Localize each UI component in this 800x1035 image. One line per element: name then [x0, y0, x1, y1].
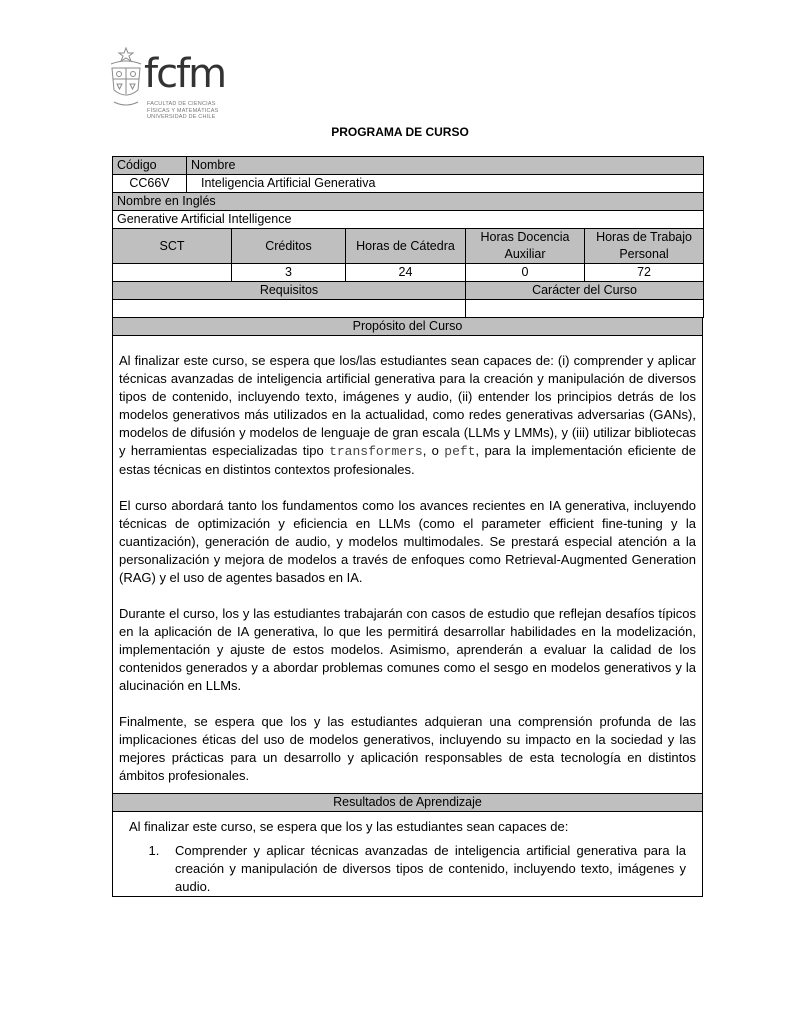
purpose-paragraph-1: Al finalizar este curso, se espera que los/las estudiantes sean capaces de: (i) comprender y aplicar técnicas avanzadas de inteligencia artificial generativa para la creación y manipulación de diversos tipos de contenido, incluyendo texto, imágenes y audio, (ii) entender los principios detrás de los modelos generativos más utilizados en la actualidad, como redes generativas adversarias (GANs), modelos de difusión y modelos de lenguaje de gran escala (LLMs y LMMs), y (iii) utilizar bibliotecas y herramientas especializadas tipo transformers, o peft, para la implementación eficiente de estas técnicas en distintos contextos profesionales. — [119, 353, 696, 477]
course-character-label: Carácter del Curso — [466, 282, 704, 300]
sct-header: SCT — [113, 229, 232, 264]
purpose-label: Propósito del Curso — [112, 318, 703, 336]
english-name: Generative Artificial Intelligence — [113, 211, 704, 229]
english-name-label: Nombre en Inglés — [113, 193, 704, 211]
learning-results-intro: Al finalizar este curso, se espera que los y las estudiantes sean capaces de: — [129, 819, 569, 834]
learning-results-label: Resultados de Aprendizaje — [112, 794, 703, 812]
aux-hours-value: 0 — [466, 264, 585, 282]
logo-subtitle: FACULTAD DE CIENCIAS FÍSICAS Y MATEMÁTICAS UNIVERSIDAD DE CHILE — [147, 101, 219, 120]
credits-header: Créditos — [232, 229, 346, 264]
course-code: CC66V — [113, 175, 187, 193]
purpose-paragraph-2: El curso abordará tanto los fundamentos como los avances recientes en IA generativa, incluyendo técnicas de optimización y eficiencia en LLMs (como el parameter efficient fine-tuning y la cuantización), generación de audio, y modelos multimodales. Se prestará especial atención a la personalización y mejora de modelos a través de enfoques como Retrieval-Augmented Generation (RAG) y el uso de agentes basados en IA. — [119, 498, 696, 585]
purpose-paragraph-3: Durante el curso, los y las estudiantes trabajarán con casos de estudio que reflejan desafíos típicos en la aplicación de IA generativa, lo que les permitirá desarrollar habilidades en la modelización, implementación y ajuste de estos modelos. Asimismo, aprenderán a evaluar la calidad de los contenidos generados y a abordar problemas comunes como el sesgo en modelos generativos y la alucinación en LLMs. — [119, 606, 696, 693]
course-program-sheet — [112, 156, 703, 897]
purpose-section — [112, 336, 703, 794]
code-label: Código — [113, 157, 187, 175]
learning-results-section — [112, 812, 703, 897]
course-name: Inteligencia Artificial Generativa — [187, 175, 704, 193]
fcfm-logo — [108, 46, 233, 126]
logo-wordmark: fcfm — [144, 51, 226, 97]
course-character-value — [466, 300, 704, 318]
code-peft: peft — [444, 444, 476, 459]
requirements-value — [113, 300, 466, 318]
name-label: Nombre — [187, 157, 704, 175]
university-seal-icon — [108, 46, 144, 116]
sct-value — [113, 264, 232, 282]
personal-hours-header: Horas de Trabajo Personal — [585, 229, 704, 264]
personal-hours-value: 72 — [585, 264, 704, 282]
credits-value: 3 — [232, 264, 346, 282]
code-transformers: transformers — [329, 444, 423, 459]
requirements-label: Requisitos — [113, 282, 466, 300]
course-info-table — [112, 156, 704, 318]
purpose-paragraph-4: Finalmente, se espera que los y las estudiantes adquieran una comprensión profunda de las implicaciones éticas del uso de modelos generativos, incluyendo su impacto en la sociedad y las mejores prácticas para un desarrollo y aplicación responsables de esta tecnología en distintos ámbitos profesionales. — [119, 714, 696, 783]
page-title: PROGRAMA DE CURSO — [331, 125, 469, 139]
lecture-hours-header: Horas de Cátedra — [346, 229, 466, 264]
learning-results-list — [129, 842, 686, 896]
lecture-hours-value: 24 — [346, 264, 466, 282]
aux-hours-header: Horas Docencia Auxiliar — [466, 229, 585, 264]
learning-result-item: 1. Comprender y aplicar técnicas avanzadas de inteligencia artificial generativa para la creación y manipulación de diversos tipos de contenido, incluyendo texto, imágenes y audio. — [163, 842, 686, 896]
